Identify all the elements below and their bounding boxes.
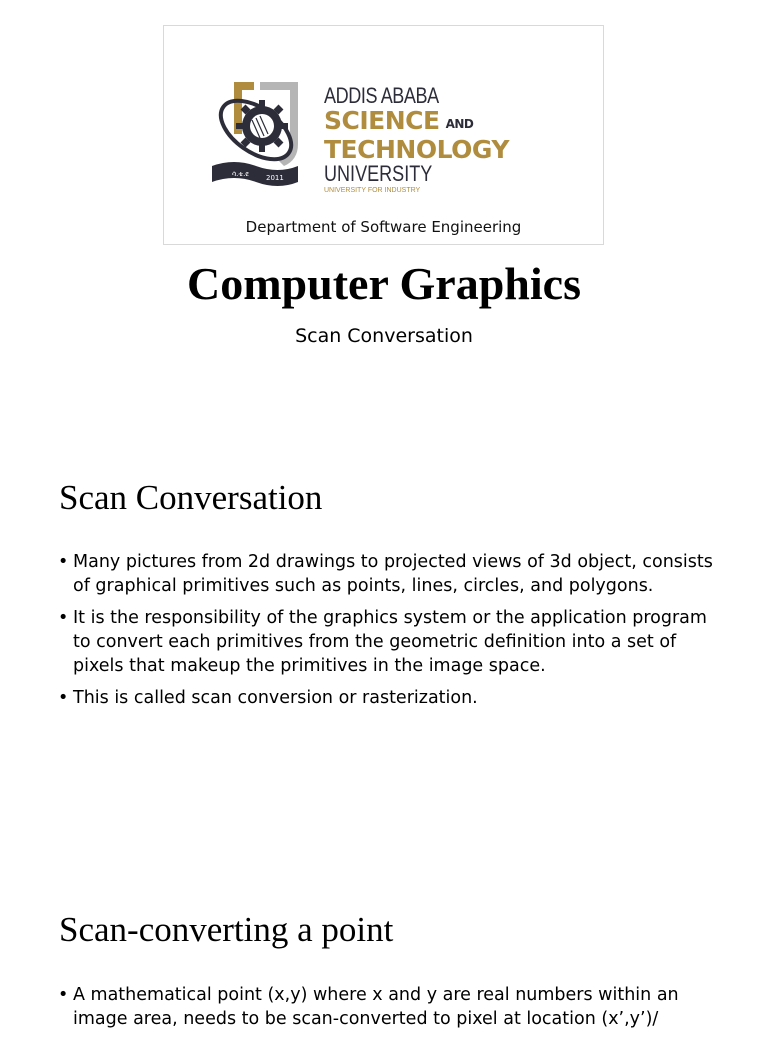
university-logo [163, 25, 604, 245]
bullet-item: • It is the responsibility of the graphics system or the application program to convert each primitives from the geometric definition into a set of pixels that makeup the primitives in the image space. [57, 606, 727, 678]
university-emblem-icon [204, 74, 304, 194]
bullet-list [57, 983, 727, 1039]
wordmark-and: AND [445, 117, 474, 131]
presentation-title: Computer Graphics [187, 258, 581, 309]
bullet-list [57, 550, 727, 718]
wordmark-technology: TECHNOLOGY [324, 135, 509, 164]
wordmark-university: UNIVERSITY [324, 161, 433, 186]
wordmark-science [324, 108, 509, 137]
wordmark-addis-ababa: ADDIS ABABA [324, 83, 439, 108]
scan-converting-point-slide [0, 880, 768, 1029]
seal-year: 2011 [266, 174, 284, 182]
bullet-item: • A mathematical point (x,y) where x and y are real numbers within an image area, needs to be scan-converted to pixel at location (x’,y’)/ [57, 983, 727, 1031]
university-wordmark [324, 84, 509, 195]
slide-heading: Scan-converting a point [59, 910, 394, 949]
bullet-item: • Many pictures from 2d drawings to projected views of 3d object, consists of graphical primitives such as points, lines, circles, and polygons. [57, 550, 727, 598]
wordmark-motto: UNIVERSITY FOR INDUSTRY [324, 187, 421, 194]
slide-heading: Scan Conversation [59, 478, 323, 517]
bullet-item: • This is called scan conversion or rasterization. [57, 686, 727, 710]
presentation-subtitle: Scan Conversation [295, 325, 473, 347]
seal-text: ሳ.ቴ.ዩ [232, 170, 249, 178]
department-name: Department of Software Engineering [245, 218, 522, 236]
title-slide [0, 0, 768, 400]
scan-conversation-slide [0, 400, 768, 900]
wordmark-science-text: SCIENCE [324, 106, 440, 135]
